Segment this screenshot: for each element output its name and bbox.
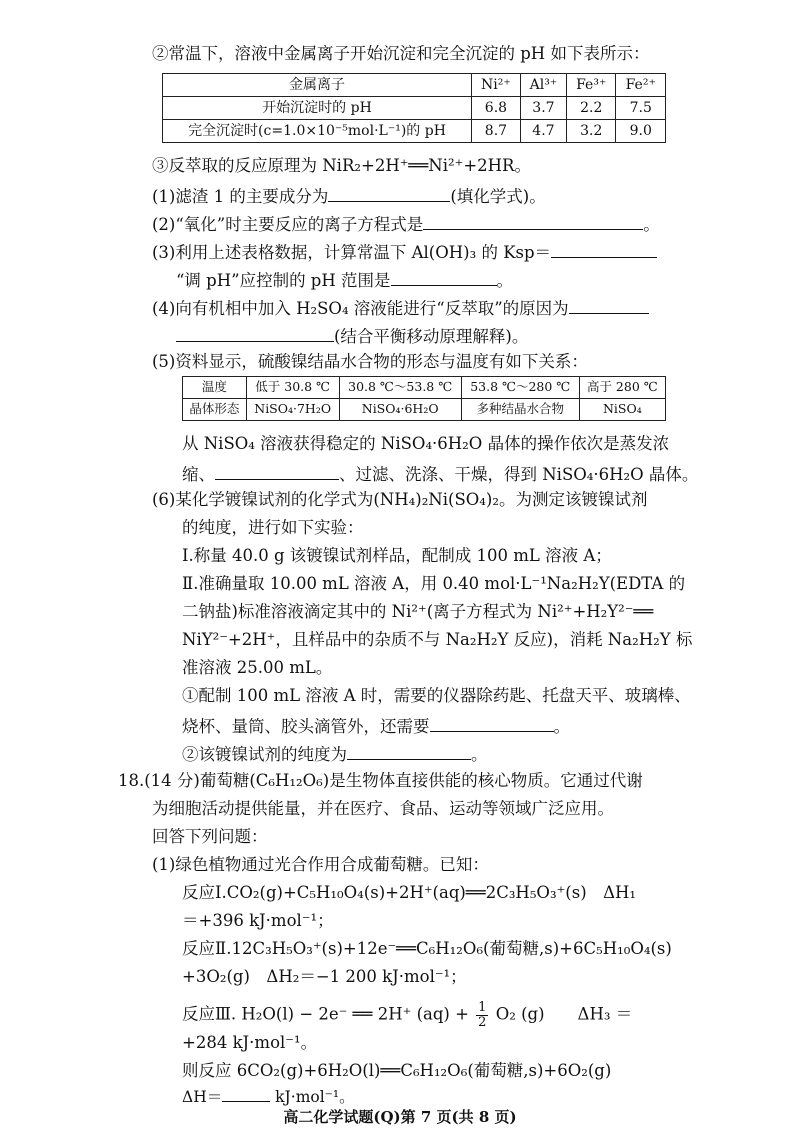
question-text: 烧杯、量筒、胶头滴管外，还需要 (182, 717, 430, 736)
question-18-cont: 为细胞活动提供能量，并在医疗、食品、运动等领域广泛应用。 (152, 799, 614, 818)
question-text: 缩、 (182, 465, 215, 484)
question-text: 。 (471, 745, 488, 764)
table-cell: NiSO₄·6H₂O (339, 399, 461, 421)
table-cell: 8.7 (472, 120, 521, 143)
reaction-3-cont: +284 kJ·mol⁻¹。 (182, 1033, 318, 1052)
table-cell: 晶体形态 (183, 399, 247, 421)
table-cell: 低于 30.8 ℃ (246, 377, 339, 399)
answer-blank[interactable] (347, 744, 471, 760)
question-18-prompt: 回答下列问题： (152, 827, 268, 846)
table-cell: Fe²⁺ (616, 74, 666, 97)
question-text: 。 (553, 717, 570, 736)
table-cell: Al³⁺ (520, 74, 566, 97)
question-text: (2)“氧化”时主要反应的离子方程式是 (152, 215, 424, 234)
question-4-cont (176, 326, 528, 346)
reaction-principle: ③反萃取的反应原理为 NiR₂+2H⁺══Ni²⁺+2HR。 (152, 156, 531, 175)
question-text: “调 pH”应控制的 pH 范围是 (176, 271, 391, 290)
question-text: 、过滤、洗涤、干燥，得到 NiSO₄·6H₂O 晶体。 (339, 465, 699, 484)
answer-blank[interactable] (569, 298, 649, 314)
answer-blank[interactable] (222, 1086, 270, 1102)
question-2 (152, 214, 660, 234)
fraction-denominator: 2 (478, 1014, 487, 1030)
ph-table-header (163, 74, 666, 97)
question-6-text: 的纯度，进行如下实验： (182, 518, 364, 537)
table-cell: 53.8 ℃～280 ℃ (461, 377, 579, 399)
step-2-cont: 准溶液 25.00 mL。 (182, 658, 333, 677)
table-cell: 30.8 ℃～53.8 ℃ (339, 377, 461, 399)
table-cell: 4.7 (520, 120, 566, 143)
answer-blank[interactable] (423, 214, 643, 230)
table-cell: 高于 280 ℃ (579, 377, 665, 399)
table-cell: 完全沉淀时(c=1.0×10⁻⁵mol·L⁻¹)的 pH (163, 120, 472, 143)
answer-blank[interactable] (430, 716, 554, 732)
table-cell: 温度 (183, 377, 247, 399)
reaction-1-cont: ＝+396 kJ·mol⁻¹； (182, 911, 334, 930)
table-cell: NiSO₄ (579, 399, 665, 421)
question-text: (4)向有机相中加入 H₂SO₄ 溶液能进行“反萃取”的原因为 (152, 299, 569, 318)
answer-blank[interactable] (215, 464, 339, 480)
reaction-2-cont: +3O₂(g) ΔH₂＝−1 200 kJ·mol⁻¹； (182, 967, 467, 986)
fraction (476, 1001, 488, 1029)
question-text: (结合平衡移动原理解释)。 (334, 327, 529, 346)
table-row (163, 120, 666, 143)
reaction-3 (182, 1001, 632, 1029)
question-text: 。 (496, 271, 514, 290)
step-2-cont: NiY²⁻+2H⁺，且样品中的杂质不与 Na₂H₂Y 反应)，消耗 Na₂H₂Y 标 (182, 630, 693, 649)
question-18: 18.(14 分)葡萄糖(C₆H₁₂O₆)是生物体直接供能的核心物质。它通过代谢 (118, 771, 643, 790)
question-text: ②该镀镍试剂的纯度为 (182, 745, 347, 764)
answer-blank[interactable] (176, 326, 334, 342)
table-cell: 7.5 (616, 97, 666, 120)
question-3-cont (176, 270, 513, 290)
step-2-cont: 二钠盐)标准溶液滴定其中的 Ni²⁺(离子方程式为 Ni²⁺+H₂Y²⁻══ (182, 602, 654, 621)
table-cell: NiSO₄·7H₂O (246, 399, 339, 421)
step-2: Ⅱ.准确量取 10.00 mL 溶液 A，用 0.40 mol·L⁻¹Na₂H₂Y(EDTA 的 (182, 574, 686, 593)
table-cell: Fe³⁺ (566, 74, 616, 97)
reaction-text: 反应Ⅲ. H₂O(l) − 2e⁻ ══ 2H⁺ (aq) + (182, 1004, 469, 1024)
answer-blank[interactable] (328, 186, 450, 202)
table-cell: Ni²⁺ (472, 74, 521, 97)
question-text: kJ·mol⁻¹。 (275, 1088, 355, 1106)
reaction-text: O₂ (g) ΔH₃ ＝ (495, 1004, 633, 1024)
question-6: (6)某化学镀镍试剂的化学式为(NH₄)₂Ni(SO₄)₂。为测定该镀镍试剂 (152, 490, 648, 509)
question-5-text: 从 NiSO₄ 溶液获得稳定的 NiSO₄·6H₂O 晶体的操作依次是蒸发浓 (182, 434, 670, 453)
answer-blank[interactable] (391, 270, 497, 286)
table-cell: 3.2 (566, 120, 616, 143)
question-18-1: (1)绿色植物通过光合作用合成葡萄糖。已知： (152, 855, 489, 874)
table-cell: 3.7 (520, 97, 566, 120)
intro-text: ②常温下，溶液中金属离子开始沉淀和完全沉淀的 pH 如下表所示： (152, 44, 650, 63)
reaction-2: 反应Ⅱ.12C₃H₅O₃⁺(s)+12e⁻══C₆H₁₂O₆(葡萄糖,s)+6C₅H₁₀O₄(s) (182, 939, 672, 958)
table-cell: 9.0 (616, 120, 666, 143)
fraction-numerator: 1 (478, 1000, 487, 1015)
sub-question-1: ①配制 100 mL 溶液 A 时，需要的仪器除药匙、托盘天平、玻璃棒、 (182, 686, 691, 705)
answer-blank[interactable] (551, 242, 657, 258)
question-text: (1)滤渣 1 的主要成分为 (152, 187, 329, 206)
question-text: ΔH＝ (182, 1088, 223, 1106)
table-cell: 金属离子 (163, 74, 472, 97)
table-cell: 多种结晶水合物 (461, 399, 579, 421)
table-row (183, 399, 666, 421)
table-cell: 2.2 (566, 97, 616, 120)
ph-table (162, 73, 666, 143)
crystal-table (182, 376, 666, 421)
question-1 (152, 186, 546, 206)
page-footer: 高二化学试题(Q)第 7 页(共 8 页) (283, 1108, 517, 1126)
table-row (183, 377, 666, 399)
question-text: (填化学式)。 (450, 187, 546, 206)
reaction-1: 反应Ⅰ.CO₂(g)+C₅H₁₀O₄(s)+2H⁺(aq)══2C₃H₅O₃⁺(s) ΔH₁ (182, 883, 637, 902)
question-5-cont (182, 464, 698, 484)
question-5: (5)资料显示，硫酸镍结晶水合物的形态与温度有如下关系： (152, 352, 588, 371)
question-text: (3)利用上述表格数据，计算常温下 Al(OH)₃ 的 Ksp＝ (152, 243, 552, 262)
question-3 (152, 242, 657, 262)
sub-question-2 (182, 744, 488, 764)
sub-question-1-cont (182, 716, 570, 736)
question-text: 。 (643, 215, 660, 234)
step-1: Ⅰ.称量 40.0 g 该镀镍试剂样品，配制成 100 mL 溶液 A； (182, 546, 612, 565)
question-4 (152, 298, 649, 318)
target-reaction: 则反应 6CO₂(g)+6H₂O(l)══C₆H₁₂O₆(葡萄糖,s)+6O₂(g) (182, 1061, 612, 1080)
table-cell: 开始沉淀时的 pH (163, 97, 472, 120)
table-cell: 6.8 (472, 97, 521, 120)
target-reaction-cont (182, 1086, 355, 1106)
table-row (163, 97, 666, 120)
